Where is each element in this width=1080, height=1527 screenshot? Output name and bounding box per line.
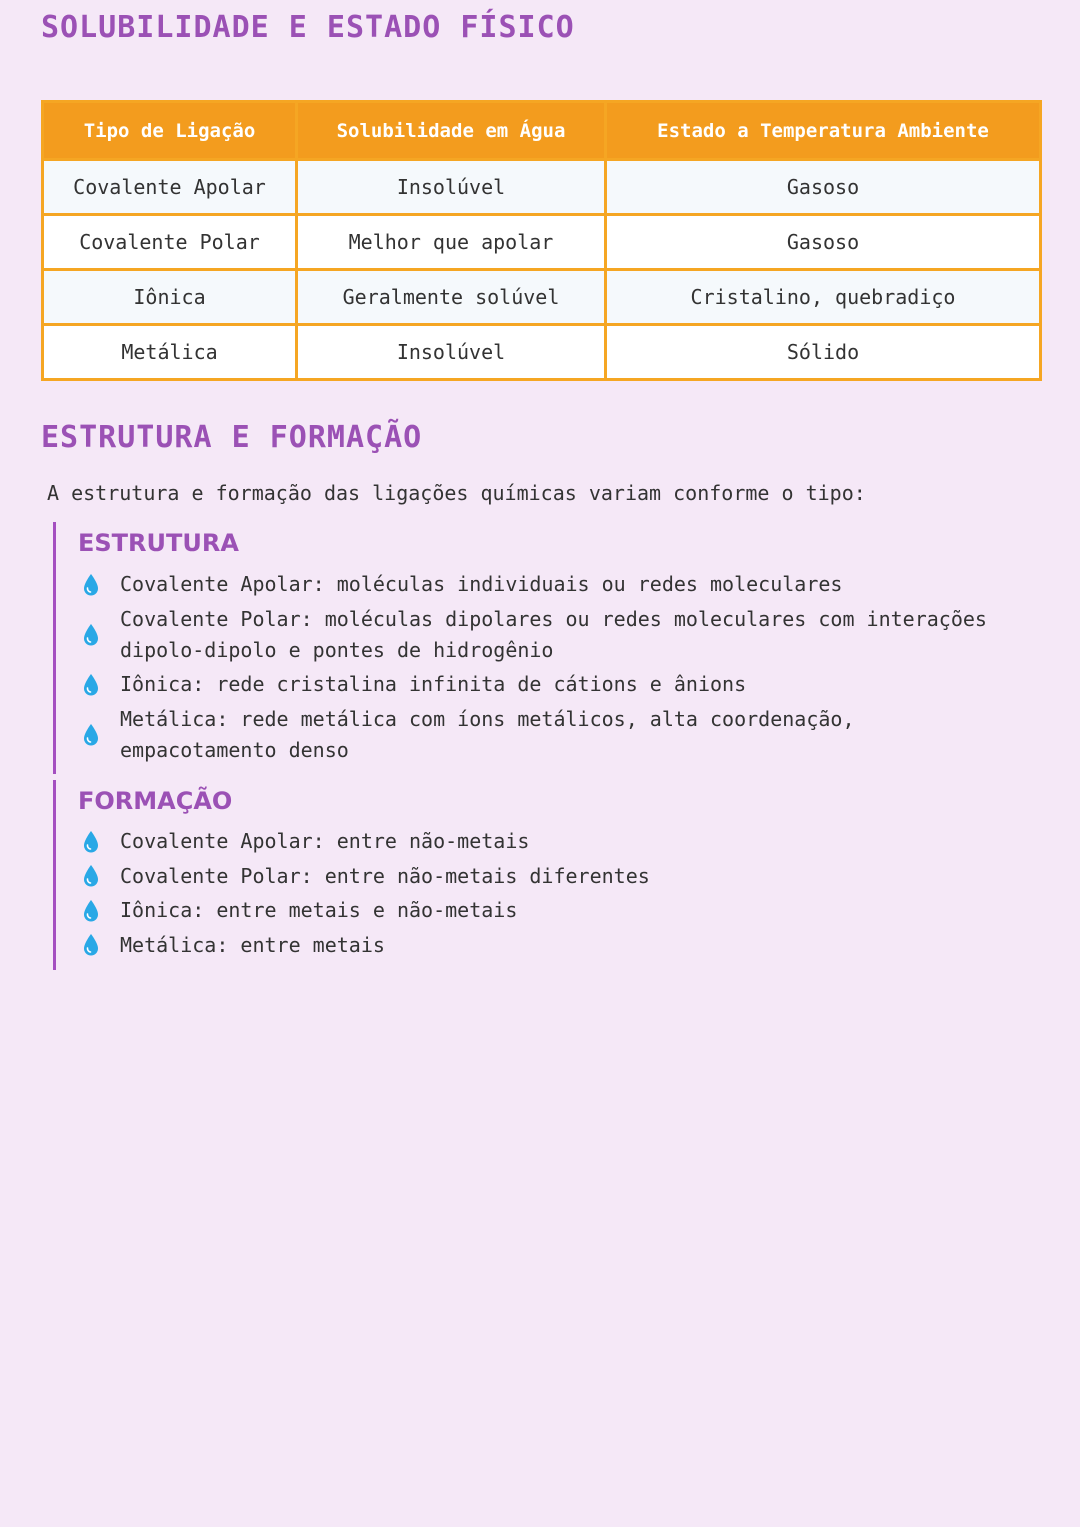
table-row <box>43 160 1041 215</box>
water-drop-icon <box>82 623 100 647</box>
list-item <box>78 569 998 600</box>
intro-paragraph: A estrutura e formação das ligações químicas variam conforme o tipo: <box>47 481 866 505</box>
water-drop-icon <box>82 899 100 923</box>
table-header-cell: Estado a Temperatura Ambiente <box>606 102 1041 160</box>
estrutura-heading: ESTRUTURA <box>78 529 239 557</box>
formacao-block <box>53 780 1016 970</box>
water-drop-icon <box>82 723 100 747</box>
list-item-text: Metálica: entre metais <box>120 932 385 957</box>
list-item-text: Covalente Polar: moléculas dipolares ou redes moleculares com interações dipolo-dipolo e pontes de hidrogênio <box>120 606 987 662</box>
list-item <box>78 604 998 666</box>
table-cell: Sólido <box>606 325 1041 380</box>
list-item-text: Covalente Apolar: moléculas individuais ou redes moleculares <box>120 572 843 596</box>
table-cell: Insolúvel <box>297 160 606 215</box>
table-row <box>43 270 1041 325</box>
estrutura-list <box>78 569 998 769</box>
water-drop-icon <box>82 864 100 888</box>
formacao-list <box>78 826 998 964</box>
table-cell: Covalente Polar <box>43 215 297 270</box>
list-item <box>78 826 998 857</box>
table-cell: Cristalino, quebradiço <box>606 270 1041 325</box>
table-header-row <box>43 102 1041 160</box>
water-drop-icon <box>82 830 100 854</box>
bond-properties-table <box>41 100 1042 381</box>
list-item <box>78 861 998 892</box>
list-item-text: Covalente Apolar: entre não-metais <box>120 829 530 853</box>
water-drop-icon <box>82 573 100 597</box>
table-cell: Iônica <box>43 270 297 325</box>
table-header-cell: Solubilidade em Água <box>297 102 606 160</box>
list-item <box>78 930 998 961</box>
list-item <box>78 704 998 766</box>
section-title-estrutura-formacao: ESTRUTURA E FORMAÇÃO <box>41 420 423 455</box>
table-cell: Melhor que apolar <box>297 215 606 270</box>
water-drop-icon <box>82 673 100 697</box>
section-title-solubilidade: SOLUBILIDADE E ESTADO FÍSICO <box>41 10 575 45</box>
list-item <box>78 669 998 700</box>
list-item-text: Iônica: entre metais e não-metais <box>120 898 518 922</box>
table-cell: Covalente Apolar <box>43 160 297 215</box>
list-item-text: Metálica: rede metálica com íons metálicos, alta coordenação, empacotamento denso <box>120 706 855 762</box>
table-cell: Geralmente solúvel <box>297 270 606 325</box>
list-item <box>78 895 998 926</box>
table-row <box>43 215 1041 270</box>
table-header-cell: Tipo de Ligação <box>43 102 297 160</box>
list-item-text: Covalente Polar: entre não-metais diferentes <box>120 863 650 888</box>
list-item-text: Iônica: rede cristalina infinita de cátions e ânions <box>120 672 747 696</box>
table-row <box>43 325 1041 380</box>
table-cell: Gasoso <box>606 160 1041 215</box>
table-cell: Insolúvel <box>297 325 606 380</box>
formacao-heading: FORMAÇÃO <box>78 787 233 815</box>
water-drop-icon <box>82 933 100 957</box>
table-cell: Gasoso <box>606 215 1041 270</box>
estrutura-block <box>53 522 1016 774</box>
table-cell: Metálica <box>43 325 297 380</box>
